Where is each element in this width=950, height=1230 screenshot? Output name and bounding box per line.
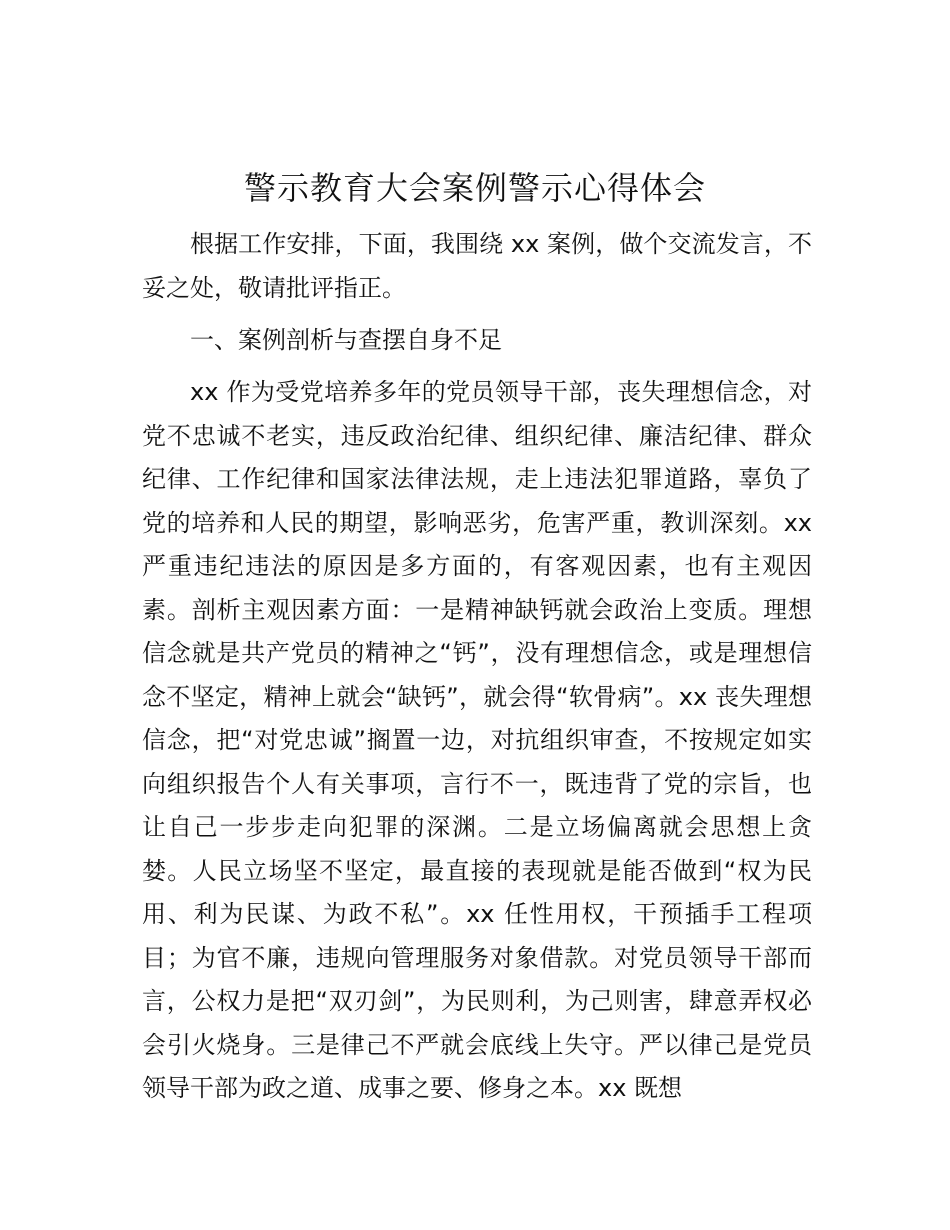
document-title: 警示教育大会案例警示心得体会: [243, 169, 706, 207]
section-heading: 一、案例剖析与查摆自身不足: [190, 326, 502, 354]
body-paragraph: xx 作为受党培养多年的党员领导干部，丧失理想信念，对党不忠诚不老实，违反政治纪律、组织纪律、廉洁纪律、群众纪律、工作纪律和国家法律法规，走上违法犯罪道路，辜负了党的培养和人民的期望，影响恶劣，危害严重，教训深刻。xx 严重违纪违法的原因是多方面的，有客观因素，也有主观因素。剖析主观因素方面：一是精神缺钙就会政治上变质。理想信念就是共产党员的精神之“钙”，没有理想信念，或是理想信念不坚定，精神上就会“缺钙”，就会得“软骨病”。xx 丧失理想信念，把“对党忠诚”搁置一边，对抗组织审查，不按规定如实向组织报告个人有关事项，言行不一，既违背了党的宗旨，也让自己一步步走向犯罪的深渊。二是立场偏离就会思想上贪婪。人民立场坚不坚定，最直接的表现就是能否做到“权为民用、利为民谋、为政不私”。xx 任性用权，干预插手工程项目；为官不廉，违规向管理服务对象借款。对党员领导干部而言，公权力是把“双刃剑”，为民则利，为己则害，肆意弄权必会引火烧身。三是律己不严就会底线上失守。严以律己是党员领导干部为政之道、成事之要、修身之本。xx 既想: [142, 378, 812, 1102]
intro-paragraph: 根据工作安排，下面，我围绕 xx 案例，做个交流发言，不妥之处，敬请批评指正。: [142, 230, 812, 302]
